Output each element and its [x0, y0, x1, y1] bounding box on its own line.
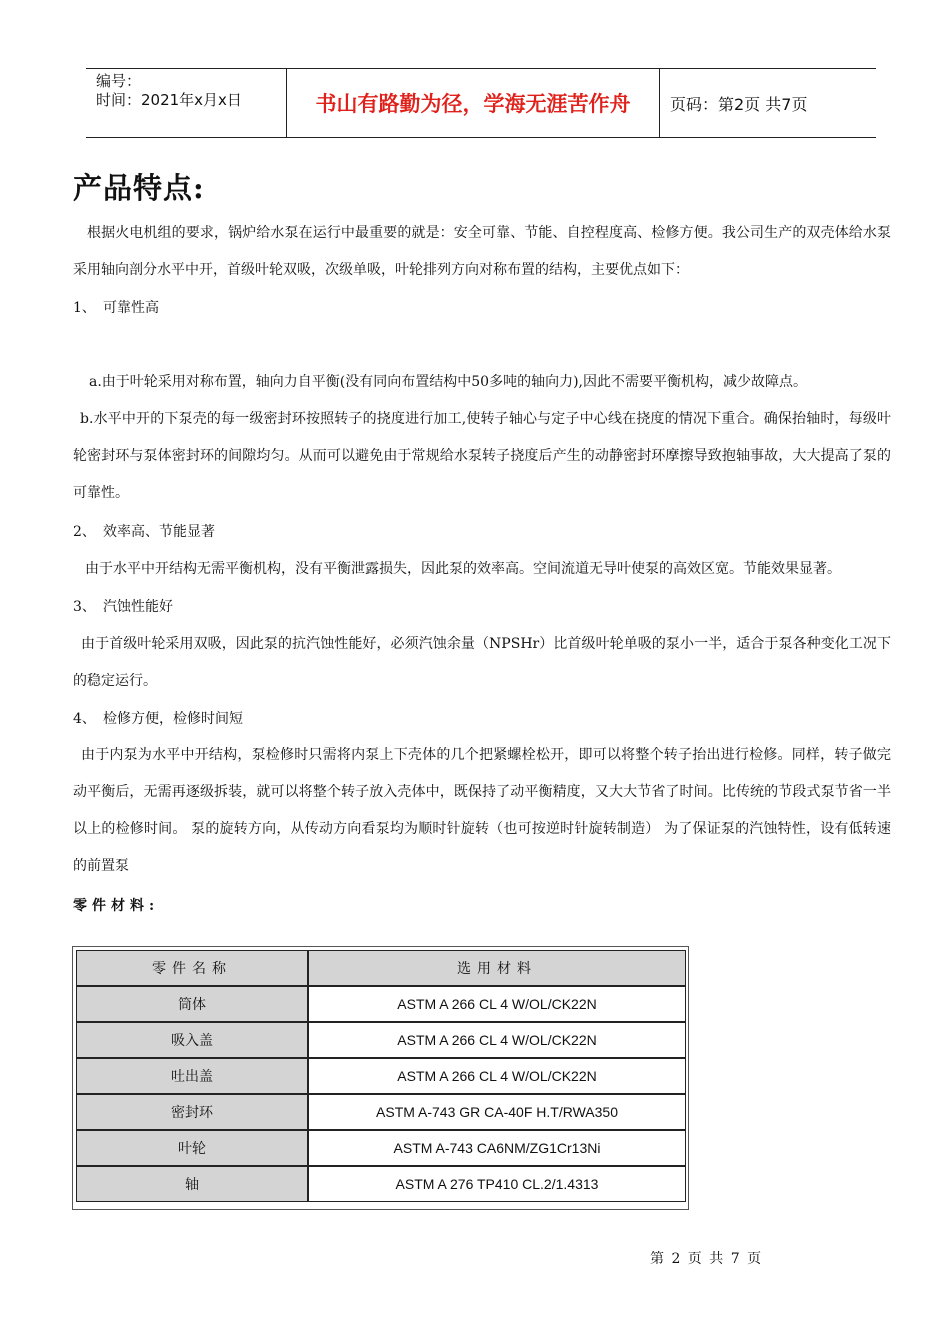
section-number: 1、: [73, 300, 96, 316]
time-label: 时间：2021年x月x日: [96, 91, 242, 109]
header-page-info: 页码：第2页 共7页: [670, 94, 808, 114]
section-2-paragraph: 由于水平中开结构无需平衡机构，没有平衡泄露损失，因此泵的效率高。空间流道无导叶使泵的高效区宽。节能效果显著。: [85, 561, 841, 577]
section-heading-1: [73, 298, 159, 318]
header-part-name: 零件名称: [76, 950, 308, 986]
material-cell: ASTM A-743 GR CA-40F H.T/RWA350: [308, 1094, 686, 1130]
parts-table-frame: [72, 946, 689, 1210]
page-title: 产品特点:: [73, 171, 205, 205]
material-cell: ASTM A 276 TP410 CL.2/1.4313: [308, 1166, 686, 1202]
part-name-cell: 轴: [76, 1166, 308, 1202]
parts-materials-table: [76, 950, 686, 1202]
section-number: 2、: [73, 524, 96, 540]
section-heading-4: [73, 709, 243, 729]
part-name-cell: 密封环: [76, 1094, 308, 1130]
page-header: [86, 68, 876, 138]
section-title: 检修方便，检修时间短: [103, 711, 243, 727]
table-row: [76, 986, 686, 1022]
section-1-paragraph-b: b.水平中开的下泵壳的每一级密封环按照转子的挠度进行加工,使转子轴心与定子中心线在挠度的情况下重合。确保抬轴时，每级叶轮密封环与泵体密封环的间隙均匀。从而可以避免由于常规给水泵转子挠度后产生的动静密封环摩擦导致抱轴事故，大大提高了泵的可靠性。: [73, 411, 891, 501]
section-4-paragraph: 由于内泵为水平中开结构，泵检修时只需将内泵上下壳体的几个把紧螺栓松开，即可以将整个转子抬出进行检修。同样，转子做完动平衡后，无需再逐级拆装，就可以将整个转子放入壳体中，既保持了动平衡精度，又大大节省了时间。比传统的节段式泵节省一半以上的检修时间。 泵的旋转方向，从传动方向看泵均为顺时针旋转（也可按逆时针旋转制造） 为了保证泵的汽蚀特性，设有低转速的前置泵: [73, 747, 891, 874]
section-title: 效率高、节能显著: [103, 524, 215, 540]
section-title: 汽蚀性能好: [103, 599, 173, 615]
page-footer: 第 2 页 共 7 页: [650, 1251, 762, 1267]
section-heading-3: [73, 597, 173, 617]
part-name-cell: 吸入盖: [76, 1022, 308, 1058]
intro-paragraph: 根据火电机组的要求，锅炉给水泵在运行中最重要的就是：安全可靠、节能、自控程度高、检修方便。我公司生产的双壳体给水泵采用轴向剖分水平中开，首级叶轮双吸，次级单吸，叶轮排列方向对称布置的结构，主要优点如下：: [73, 225, 891, 278]
table-header-row: [76, 950, 686, 986]
table-row: [76, 1094, 686, 1130]
header-meta: [86, 69, 286, 137]
table-row: [76, 1058, 686, 1094]
header-motto: 书山有路勤为径，学海无涯苦作舟: [286, 69, 660, 137]
parts-materials-label: 零件材料:: [73, 898, 160, 914]
material-cell: ASTM A 266 CL 4 W/OL/CK22N: [308, 986, 686, 1022]
material-cell: ASTM A 266 CL 4 W/OL/CK22N: [308, 1058, 686, 1094]
table-row: [76, 1130, 686, 1166]
part-name-cell: 吐出盖: [76, 1058, 308, 1094]
section-number: 3、: [73, 599, 96, 615]
section-3-paragraph: 由于首级叶轮采用双吸，因此泵的抗汽蚀性能好，必须汽蚀余量（NPSHr）比首级叶轮单吸的泵小一半，适合于泵各种变化工况下的稳定运行。: [73, 636, 891, 689]
section-title: 可靠性高: [103, 300, 159, 316]
part-name-cell: 筒体: [76, 986, 308, 1022]
header-material: 选用材料: [308, 950, 686, 986]
material-cell: ASTM A-743 CA6NM/ZG1Cr13Ni: [308, 1130, 686, 1166]
part-name-cell: 叶轮: [76, 1130, 308, 1166]
section-number: 4、: [73, 711, 96, 727]
code-label: 编号：: [96, 72, 142, 90]
section-heading-2: [73, 522, 215, 542]
table-row: [76, 1166, 686, 1202]
material-cell: ASTM A 266 CL 4 W/OL/CK22N: [308, 1022, 686, 1058]
section-1-paragraph-a: a.由于叶轮采用对称布置，轴向力自平衡(没有同向布置结构中50多吨的轴向力),因此不需要平衡机构，减少故障点。: [89, 374, 807, 390]
table-row: [76, 1022, 686, 1058]
